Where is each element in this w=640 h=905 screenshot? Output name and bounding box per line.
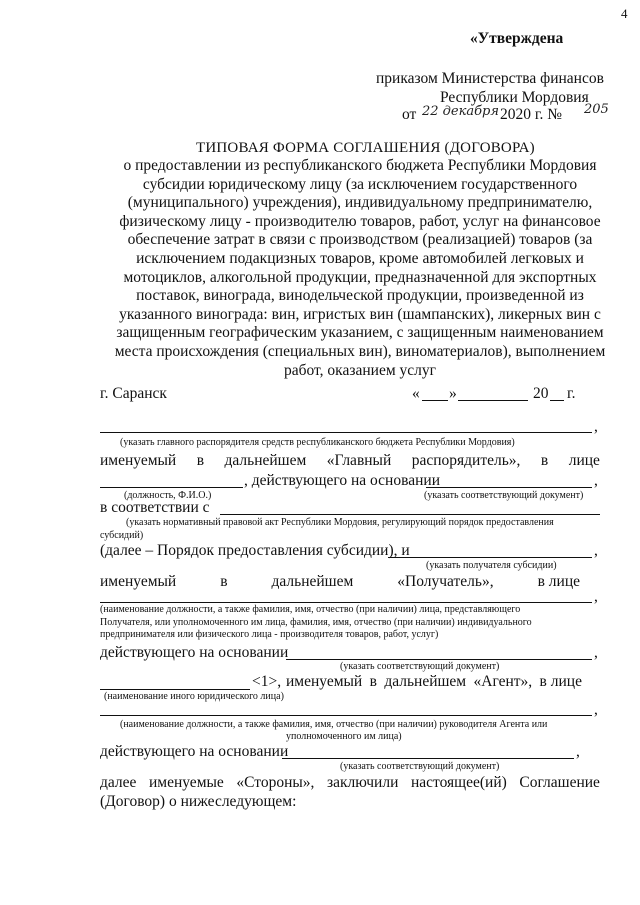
approval-year: 2020 г. №: [500, 106, 563, 123]
approval-order: приказом Министерства финансов: [376, 70, 604, 87]
in-accordance: в соответствии с: [100, 499, 210, 516]
hint-main-manager: (указать главного распорядителя средств республиканского бюджета Республики Мордовия): [120, 437, 515, 448]
hint-agent-person-1: (наименование должности, а также фамилия, имя, отчество (при наличии) руководителя Агента или: [120, 719, 548, 730]
acting-basis-3: действующего на основании: [100, 743, 289, 760]
subtitle-line: работ, оказанием услуг: [284, 361, 436, 379]
document-subtitle: [100, 157, 620, 380]
hint-line: (наименование должности, а также фамилия, имя, отчество (при наличии) лица, представляющего: [100, 604, 521, 615]
city: г. Саранск: [100, 385, 167, 402]
word: настоящее(ий): [410, 774, 507, 791]
approval-republic: Республики Мордовия: [440, 89, 589, 106]
word: дальнейшем: [271, 573, 354, 590]
date-year-suffix: г.: [567, 385, 576, 402]
hint-position-fio: (должность, Ф.И.О.): [124, 490, 212, 501]
subtitle-line: места происхождения (специальных вин), виноматериалов), выполнением: [114, 342, 606, 360]
subtitle-line: (муниципального) учреждения), индивидуальному предпринимателю,: [127, 194, 593, 212]
word: заключили: [327, 774, 399, 791]
subtitle-line: мотоциклов, алкогольной продукции, предназначенной для экспортных: [123, 268, 597, 286]
word: «Главный: [326, 452, 392, 469]
hint-document-3: (указать соответствующий документ): [340, 761, 500, 772]
word: лице: [568, 452, 600, 469]
comma: ,: [594, 542, 598, 559]
subtitle-line: исключением подакцизных товаров, кроме автомобилей легковых и: [136, 249, 584, 267]
comma: ,: [594, 644, 598, 661]
other-entity-line: [100, 689, 250, 690]
hint-normative-1: (указать нормативный правовой акт Республики Мордовия, регулирующий порядок предоставления: [126, 517, 554, 528]
word: в: [220, 573, 228, 590]
word: в лице: [537, 573, 580, 590]
word: распорядитель»,: [411, 452, 521, 469]
word: «Получатель»,: [397, 573, 494, 590]
document-line-1: [426, 487, 592, 488]
word: именуемый: [100, 573, 177, 590]
word: «Стороны»,: [236, 774, 315, 791]
subtitle-line: обеспечение затрат в связи с производством (реализацией) товаров (за: [127, 231, 593, 249]
document-line-3: [282, 758, 574, 759]
hint-document-1: (указать соответствующий документ): [424, 490, 584, 501]
hint-agent-person-2: уполномоченного им лица): [286, 731, 402, 742]
acting-basis-1: , действующего на основании: [244, 472, 440, 489]
date-day-line: [422, 400, 448, 401]
position-fio-line: [100, 487, 243, 488]
word: дальнейшем: [224, 452, 307, 469]
subtitle-line: поставок, винограда, винодельческой продукции, произведенной из: [136, 287, 584, 305]
date-year-line: [550, 400, 564, 401]
document-line-2: [286, 659, 592, 660]
subtitle-line: указанного винограда: вин, игристых вин (шампанских), ликерных вин с: [119, 305, 601, 323]
approval-heading: «Утверждена: [470, 30, 564, 47]
date-open-quote: «: [412, 385, 420, 402]
word: «Агент»,: [473, 673, 533, 690]
date-year: 20: [533, 385, 549, 402]
word: далее: [100, 774, 137, 791]
closing-row: [100, 774, 600, 792]
subtitle-line: защищенным географическим указанием, с защищенным наименованием: [116, 324, 604, 342]
approval-from: от: [402, 106, 417, 123]
hint-normative-2: субсидий): [100, 530, 144, 541]
footnote-ref: <1>,: [252, 673, 282, 690]
normative-act-line: [220, 514, 600, 515]
word: в: [196, 452, 205, 469]
comma: ,: [594, 588, 598, 605]
subtitle-line: физическому лицу - производителю товаров, работ, услуг на финансовое: [119, 212, 601, 230]
named-recipient-row: [100, 573, 580, 591]
comma: ,: [576, 743, 580, 760]
agent-person-line: [100, 715, 592, 716]
subtitle-line: о предоставлении из республиканского бюджета Республики Мордовия: [123, 157, 597, 174]
main-manager-line: [100, 432, 592, 433]
page-number: 4: [621, 6, 628, 21]
date-month-line: [458, 400, 528, 401]
named-main-row: [100, 452, 600, 470]
hint-line: предпринимателя или физического лица - производителя товаров, работ, услуг): [100, 629, 439, 640]
recipient-line: [388, 557, 592, 558]
handwritten-date: 22 декабря: [422, 104, 499, 119]
further-order: (далее – Порядок предоставления субсидии), и: [100, 542, 410, 559]
word: в: [369, 673, 377, 690]
comma: ,: [594, 472, 598, 489]
hint-line: Получателя, или уполномоченного им лица, фамилия, имя, отчество (при наличии) индивидуального: [100, 616, 532, 628]
hint-document-2: (указать соответствующий документ): [340, 661, 500, 672]
comma: ,: [594, 418, 598, 435]
date-close-quote: »: [449, 385, 457, 402]
word: именуемый: [286, 673, 363, 690]
named-agent-row: [286, 673, 582, 691]
subtitle-line: субсидии юридическому лицу (за исключением государственного: [142, 175, 578, 193]
word: именуемый: [100, 452, 177, 469]
hint-recipient-person: [100, 604, 600, 642]
comma: ,: [594, 701, 598, 718]
hint-recipient: (указать получателя субсидии): [426, 560, 557, 571]
word: в лице: [539, 673, 582, 690]
recipient-person-line: [100, 602, 592, 603]
word: в: [540, 452, 549, 469]
acting-basis-2: действующего на основании: [100, 644, 289, 661]
handwritten-number: 205: [584, 102, 609, 117]
word: Соглашение: [519, 774, 600, 791]
word: именуемые: [148, 774, 224, 791]
word: дальнейшем: [384, 673, 467, 690]
document-title: ТИПОВАЯ ФОРМА СОГЛАШЕНИЯ (ДОГОВОРА): [196, 140, 535, 156]
closing-line-2: (Договор) о нижеследующем:: [100, 793, 297, 810]
hint-other-entity: (наименование иного юридического лица): [104, 691, 284, 702]
